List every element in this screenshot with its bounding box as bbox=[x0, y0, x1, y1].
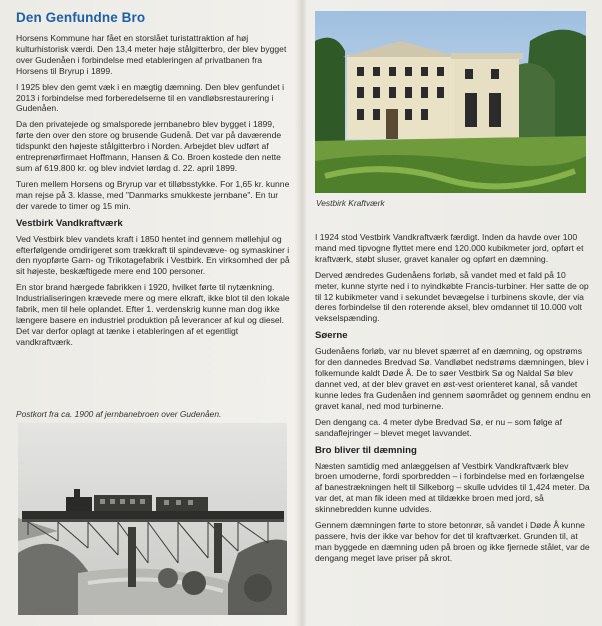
daemning-paragraph-1: Næsten samtidig med anlæggelsen af Vestbirk Vandkraftværk blev broen umoderne, fordi sporbredden – i forbindelse med en forlængelse af banestrækningen helt til Silkeborg – skulle udvides til 1,424 meter. Da var det, at man fik ideen med at tildække broen med jord, så skinnebredden kunne udvides. bbox=[315, 460, 590, 515]
vandkraftvaerk-paragraph-2: En stor brand hærgede fabrikken i 1920, hvilket førte til nytænkning. Industrialiseringen krævede mere og mere elkraft, ikke blot til den lokale fabrik, men til hele oplandet. Efter 1. verdenskrig kunne man dog ikke længere basere en industriel produktion på leverancer af kul og diesel. Det var derfor oplagt at tænke i etableringen af et egentligt vandkraftværk. bbox=[16, 282, 290, 347]
section-heading-soerne: Søerne bbox=[315, 330, 348, 342]
photo-icon bbox=[315, 11, 586, 193]
daemning-paragraph-2: Gennem dæmningen førte to store betonrør, så vandet i Døde Å kunne passere, hvis der ikke var behov for det til kraftværket. Grunden til, at man byggede en dæmning uden på broen og ikke fjernede stålet, var de dengang meget lave priser på skrot. bbox=[315, 520, 590, 563]
power-station-photo bbox=[315, 11, 586, 193]
section-heading-daemning: Bro bliver til dæmning bbox=[315, 444, 417, 456]
power-station-caption: Vestbirk Kraftværk bbox=[316, 198, 385, 208]
section-heading-vandkraftvaerk: Vestbirk Vandkraftværk bbox=[16, 217, 123, 229]
vandkraftvaerk-paragraph-1: Ved Vestbirk blev vandets kraft i 1850 hentet ind gennem møllehjul og efterfølgende omdirigeret som trækkraft til spindevæve- og symaskiner i den nyopførte Garn- og Trikotagefabrik i Vestbirk. En virksomhed der på sit højeste, beskæftigede mere end 100 personer. bbox=[16, 233, 290, 277]
page-title: Den Genfundne Bro bbox=[16, 10, 146, 25]
intro-paragraph-4: Turen mellem Horsens og Bryrup var et tilløbsstykke. For 1,65 kr. kunne man rejse på 3. klasse, med "Danmarks smukkeste jernbane". En tur der varede to timer og 15 min. bbox=[16, 178, 290, 211]
photo-icon bbox=[18, 423, 287, 615]
soerne-paragraph-1: Gudenåens forløb, var nu blevet spærret af en dæmning, og opstrøms for den dannedes Bredvad Sø. Vandløbet nedstrøms dæmningen, blev i folkemunde kaldt Døde Å. De to søer Vestbirk Sø og Naldal Sø blev dannet ved, at der blev gravet en øst-vest orienteret kanal, så vandet kunne ledes fra Gudenåen ind gennem søområdet og gennem endnu en gravet kanal, ned mod turbinerne. bbox=[315, 346, 591, 411]
right-paragraph-1: I 1924 stod Vestbirk Vandkraftværk færdigt. Inden da havde over 100 mand med tipvogne flyttet mere end 120.000 kubikmeter jord, opført et kraftværk, støbt sluser, gravet kanaler og opført en dæmning. bbox=[315, 232, 584, 264]
intro-paragraph-2: I 1925 blev den gemt væk i en mægtig dæmning. Den blev genfundet i 2013 i forbindelse med forberedelserne til en vandløbsrestaurering i Gudenåen. bbox=[16, 81, 284, 114]
bridge-postcard-photo bbox=[18, 423, 287, 615]
intro-paragraph-1: Horsens Kommune har fået en storslået turistattraktion af høj kulturhistorisk værdi. Den 13,4 meter høje stålgitterbro, der blev bygget over Gudenåen i forbindelse med etableringen af privatbanen fra Horsens til Bryrup i 1899. bbox=[16, 33, 287, 76]
bridge-photo-caption: Postkort fra ca. 1900 af jernbanebroen over Gudenåen. bbox=[16, 409, 222, 419]
right-column bbox=[315, 232, 591, 569]
left-column bbox=[16, 0, 292, 353]
intro-paragraph-3: Da den privatejede og smalsporede jernbanebro blev bygget i 1899, førte den over den store og brusende Gudenå. Det var på daværende tidspunkt den højeste stålgitterbro i Norden. Arbejdet blev udført af entreprenørfirmaet Hoffmann, Hansen & Co. Broen kostede den nette sum af 619.800 kr. og blev indviet lørdag d. 22. april 1899. bbox=[16, 119, 282, 173]
right-paragraph-2: Derved ændredes Gudenåens forløb, så vandet med et fald på 10 meter, kunne styrte ned i to nyindkøbte Francis-turbiner. Her satte de op til 12 kubikmeter vand i sekundet bevægelse i turbinens skovle, der via deres forbindelse til den roterende aksel, blev omdannet til 10.000 volt vekselspænding. bbox=[315, 269, 589, 324]
soerne-paragraph-2: Den dengang ca. 4 meter dybe Bredvad Sø, er nu – som følge af sandaflejringer – blevet meget lavvandet. bbox=[315, 416, 562, 438]
